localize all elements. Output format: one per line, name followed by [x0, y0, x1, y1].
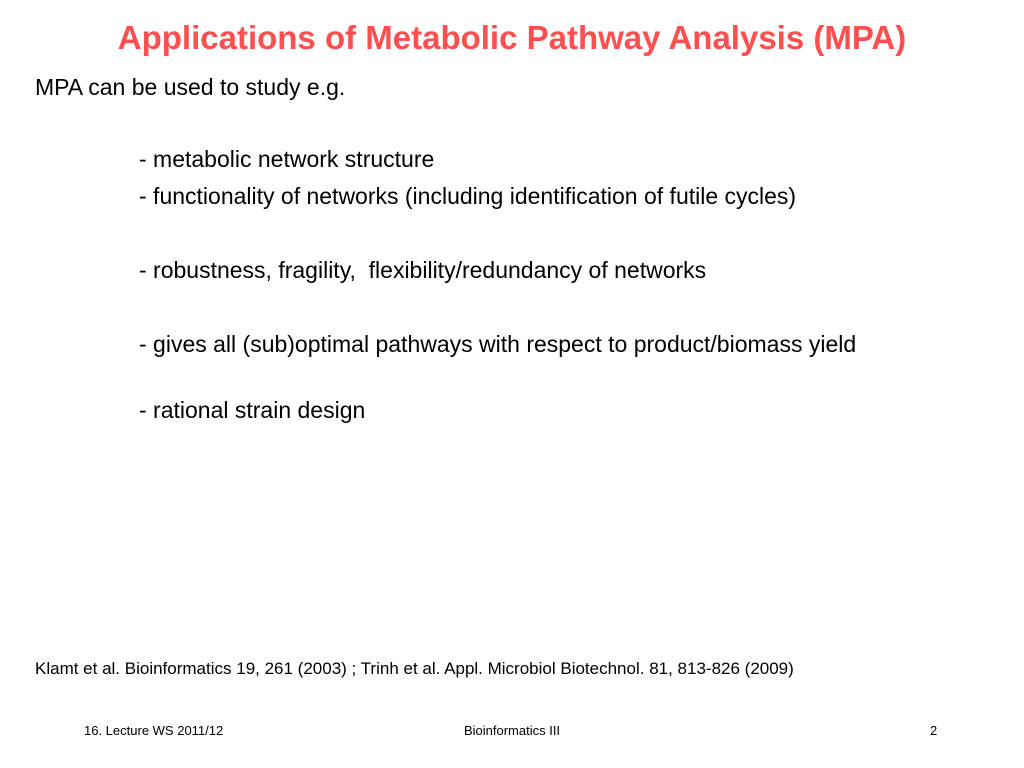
bullet-item: - rational strain design [139, 397, 366, 423]
footer-course: Bioinformatics III [463, 723, 561, 738]
intro-text: MPA can be used to study e.g. [35, 74, 346, 100]
bullet-item: - robustness, fragility, flexibility/redundancy of networks [139, 257, 707, 283]
bullet-item: - metabolic network structure [139, 146, 435, 172]
bullet-item: - functionality of networks (including identification of futile cycles) [139, 183, 797, 209]
footer-page-number: 2 [930, 723, 938, 738]
bullet-item: - gives all (sub)optimal pathways with respect to product/biomass yield [139, 331, 857, 357]
slide-title: Applications of Metabolic Pathway Analysis (MPA) [117, 19, 907, 56]
reference-citation: Klamt et al. Bioinformatics 19, 261 (2003) ; Trinh et al. Appl. Microbiol Biotechnol. 81, 813-826 (2009) [35, 659, 794, 678]
footer-lecture: 16. Lecture WS 2011/12 [84, 723, 224, 738]
